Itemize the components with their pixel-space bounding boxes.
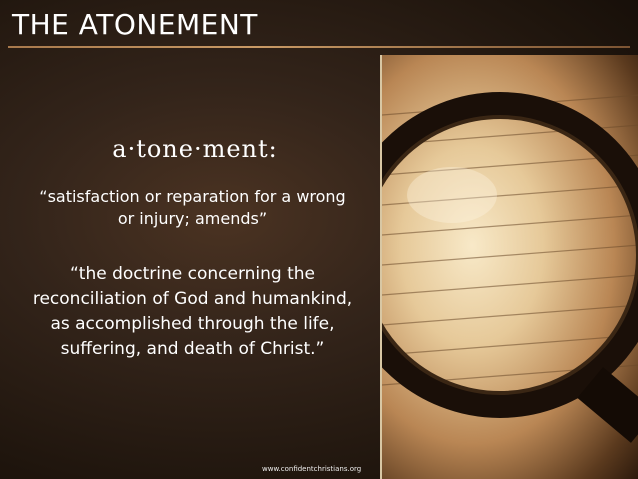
slide-title: THE ATONEMENT [12, 8, 258, 41]
headword: a·tone·ment: [112, 135, 278, 163]
footer-url[interactable]: www.confidentchristians.org [262, 465, 362, 473]
definition-2-line: reconciliation of God and humankind, [32, 289, 353, 309]
definition-2-line: “the doctrine concerning the [69, 264, 316, 284]
definition-2-line: as accomplished through the life, [50, 314, 335, 334]
magnifying-glass-illustration [382, 55, 638, 479]
definition-2-line: suffering, and death of Christ.” [60, 339, 325, 359]
title-divider [8, 46, 630, 48]
definition-1-line: or injury; amends” [117, 209, 268, 228]
definition-2 [0, 262, 385, 362]
definition-1-line: “satisfaction or reparation for a wrong [39, 187, 346, 206]
magnifying-glass-dictionary-image [380, 55, 638, 479]
definition-1 [0, 186, 385, 230]
